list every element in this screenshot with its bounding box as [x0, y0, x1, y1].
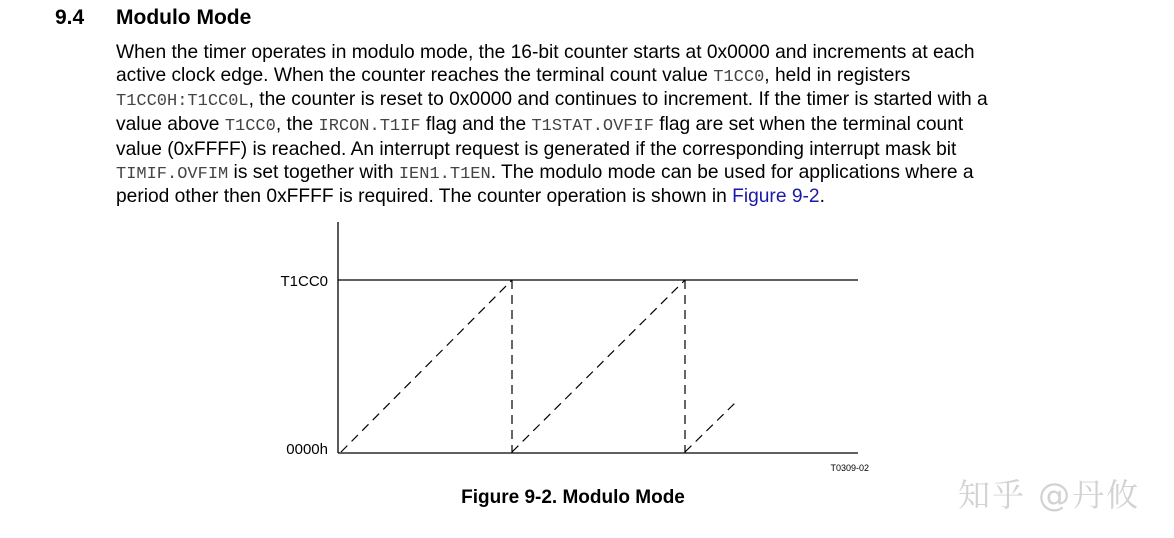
- register-name: T1CC0: [224, 117, 276, 137]
- t1cc0-label: T1CC0: [280, 273, 328, 290]
- register-name: TIMIF.OVFIM: [116, 164, 229, 184]
- text-run: . The modulo mode can be used for applications where a: [490, 161, 974, 183]
- text-run: flag and the: [420, 114, 532, 136]
- text-run: active clock edge. When the counter reaches the terminal count value: [116, 64, 714, 86]
- section-title: Modulo Mode: [116, 6, 252, 29]
- section-number: 9.4: [55, 6, 85, 29]
- register-name: T1CC0: [713, 67, 765, 87]
- text-run: period other then 0xFFFF is required. The counter operation is shown in: [116, 186, 733, 208]
- counter-ramp: [341, 280, 512, 452]
- register-name: T1CC0H:T1CC0L: [116, 92, 249, 112]
- counter-ramp: [685, 402, 736, 452]
- text-run: , held in registers: [764, 64, 911, 86]
- text-run: is set together with: [228, 161, 399, 183]
- register-name: IRCON.T1IF: [318, 117, 421, 137]
- text-run: , the: [275, 114, 319, 136]
- watermark: 知乎 @丹攸: [958, 476, 1141, 514]
- text-run: flag are set when the terminal count: [653, 114, 964, 136]
- register-name: IEN1.T1EN: [398, 164, 491, 184]
- figure-link[interactable]: Figure 9-2: [732, 186, 820, 208]
- zero-label: 0000h: [286, 441, 328, 458]
- text-run: value (0xFFFF) is reached. An interrupt request is generated if the corresponding interrupt mask bit: [116, 138, 957, 160]
- figure-code: T0309-02: [830, 463, 869, 473]
- text-run: .: [819, 186, 825, 208]
- text-run: , the counter is reset to 0x0000 and continues to increment. If the timer is started with a: [248, 89, 988, 111]
- counter-ramp: [512, 280, 685, 452]
- text-run: When the timer operates in modulo mode, the 16-bit counter starts at 0x0000 and increments at each: [116, 42, 975, 63]
- figure-caption: Figure 9-2. Modulo Mode: [461, 487, 685, 508]
- text-run: value above: [116, 114, 225, 136]
- register-name: T1STAT.OVFIF: [531, 117, 654, 137]
